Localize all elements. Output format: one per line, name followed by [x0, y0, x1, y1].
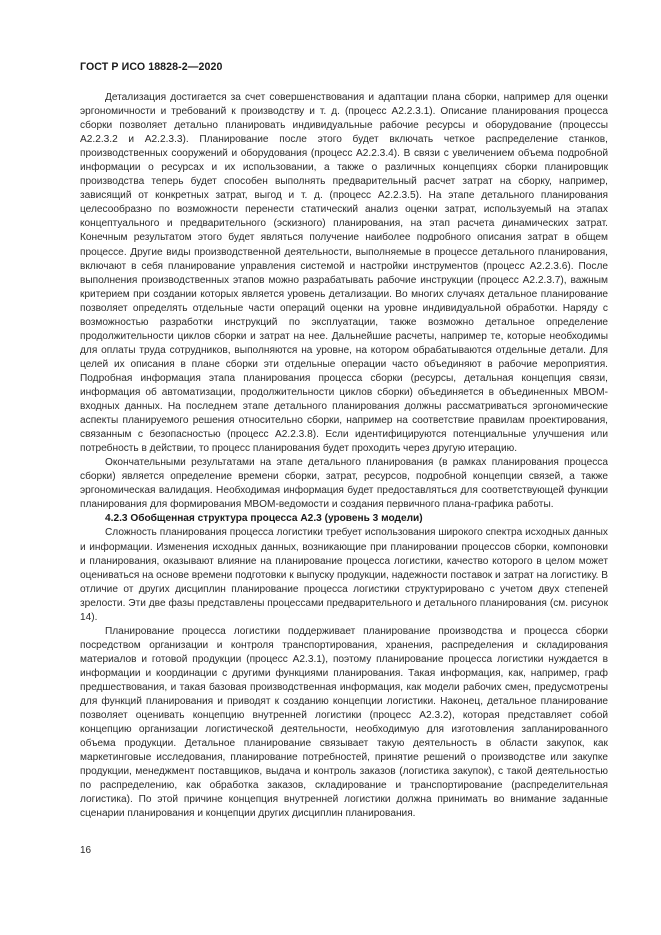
paragraph-detail-planning: Детализация достигается за счет совершенствования и адаптации плана сборки, например для оценки эргономичности и требований к производству и т. д. (процесс А2.2.3.1). Описание планирования процесса сборки позволяет детально планировать индивидуальные рабочие ресурсы и оборудование (процессы А2.2.3.2 и А2.2.3.3). Планирование после этого будет включать четкое распределение станков, производственных сооружений и оборудования (процесс А2.2.3.4). В связи с увеличением объема подробной информации о ресурсах и их использовании, а также о различных концепциях сборки планировщик производства теперь будет способен выполнять предварительный расчет затрат на сборку, например, зависящий от конкретных затрат, выгод и т. д. (процесс А2.2.3.5). На этапе детального планирования целесообразно по возможности перенести статический анализ оценки затрат, используемый на этапах концептуального и предварительного (эскизного) планирования, на этап расчета динамических затрат. Конечным результатом этого будет являться получение наиболее подробного описания затрат в общем процессе. Другие виды производственной деятельности, выполняемые в процессе детального планирования, включают в себя планирование управления системой и настройки инструментов (процесс А2.2.3.6). После выполнения производственных этапов можно разрабатывать рабочие инструкции (процесс А2.2.3.7), важным критерием при создании которых является уровень детализации. Во многих случаях детальное планирование позволяет определять отдельные части операций оценки на уровне индивидуальной обработки. Наряду с возможностью разработки инструкций по эксплуатации, также возможно детальное определение продолжительности циклов сборки и затрат на нее. Дальнейшие расчеты, например те, которые необходимы для оплаты труда сотрудников, выполняются на уровне, на котором обрабатываются отдельные детали. Для целей их описания в плане сборки эти отдельные операции часто объединяют в рабочие мероприятия. Подробная информация этапа планирования процесса сборки (ресурсы, детальная концепция связи, информация об автоматизации, продолжительности циклов сборки) объединяется в объединенных MBOM-входных данных. На последнем этапе детального планирования должны рассматриваться эргономические аспекты планируемого решения относительно сборки, например на соответствие правилам проектирования, связанным с безопасностью (процесс А2.2.3.8). Если идентифицируются потенциальные улучшения или потребность в действии, то процесс планирования будет проходить через другую итерацию.: [80, 92, 608, 455]
section-heading-4-2-3: 4.2.3 Обобщенная структура процесса А2.3 (уровень 3 модели): [105, 513, 423, 525]
paragraph-final-results: Окончательными результатами на этапе детального планирования (в рамках планирования процесса сборки) является определение времени сборки, затрат, ресурсов, подробной концепции связей, а также эргономическая валидация. Необходимая информация будет предоставляться для соответствующей функции планирования для формирования MBOM-ведомости и создания первичного плана-графика работы.: [80, 457, 608, 511]
paragraph-logistics-complexity: Сложность планирования процесса логистики требует использования широкого спектра исходных данных и информации. Изменения исходных данных, возникающие при планировании процессов сборки, компоновки и планирования, оказывают влияние на планирование процесса логистики, качество которого в целом может оцениваться на основе времени подготовки к выпуску продукции, надежности поставок и затрат на логистику. В отличие от других дисциплин планирование процесса логистики структурировано с учетом двух степеней зрелости. Эти две фазы представлены процессами предварительного и детального планирования (см. рисунок 14).: [80, 527, 608, 623]
paragraph-logistics-planning: Планирование процесса логистики поддерживает планирование производства и процесса сборки посредством организации и контроля транспортирования, хранения, распределения и складирования материалов и готовой продукции (процесс А2.3.1), поэтому планирование процесса логистики нуждается в информации и координации с другими функциями планирования. Такая информация, как, например, граф предшествования, и такая базовая производственная информация, как модели рабочих смен, предусмотрены для функций планирования и приводят к созданию концепции логистики. Наконец, детальное планирование позволяет оценивать концепцию внутренней логистики (процесс А2.3.2), которая представляет собой концепцию организации логистической деятельности, необходимую для изготовления запланированного объема продукции. Детальное планирование связывает такую деятельность в области закупок, как маркетинговые исследования, планирование потребностей, принятие решений о производстве или закупке продукции, менеджмент поставщиков, выдача и контроль заказов (логистика закупок), с такой деятельностью по распределению, как обработка заказов, складирование и транспортирование (распределительная логистика). По этой причине концепция внутренней логистики должна принимать во внимание заданные сценарии планирования и концепции других дисциплин планирования.: [80, 625, 608, 820]
standard-designation: ГОСТ Р ИСО 18828-2—2020: [80, 61, 223, 73]
page-number: 16: [80, 845, 92, 856]
body-text: [80, 91, 608, 821]
